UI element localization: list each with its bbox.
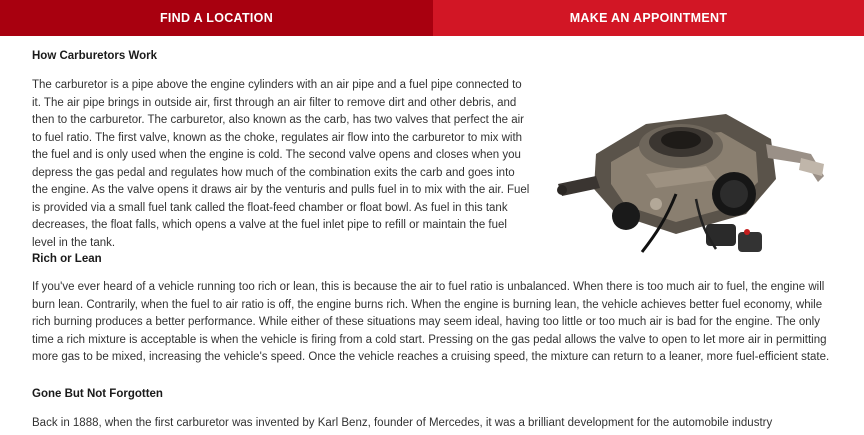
- section-heading-how-carburetors-work: How Carburetors Work: [32, 50, 158, 62]
- section-body-how-carburetors-work: The carburetor is a pipe above the engine cylinders with an air pipe and a fuel pipe connected to it. The air pipe brings in outside air, first through an air filter to remove dirt and other debris, and then to the carburetor. The carburetor, also known as the carb, has two valves that perfect the air to fuel ratio. The first valve, known as the choke, regulates air flow into the carburetor to mix with the fuel and is only used when the engine is cold. The second valve opens and closes when you depress the gas pedal and regulates how much of the combination exits the carb and goes into the engine. As the valve opens it draws air by the venturis and pulls fuel in to mix with the air. Fuel is provided via a small fuel tank called the float-feed chamber or float bowl. As fuel in this tank decreases, the float falls, which opens a valve at the fuel inlet pipe to refill or maintain the fuel level in the tank.: [32, 79, 530, 249]
- find-location-button[interactable]: FIND A LOCATION: [0, 0, 433, 36]
- section-heading-rich-or-lean: Rich or Lean: [32, 253, 102, 265]
- section-heading-gone-but-not-forgotten: Gone But Not Forgotten: [32, 388, 163, 400]
- section-body-rich-or-lean: If you've ever heard of a vehicle running too rich or lean, this is because the air to fuel ratio is unbalanced. When there is too much air to fuel, the engine will burn lean. Contrarily, when the fuel to air ratio is off, the engine burns rich. When the engine is burning lean, the vehicle achieves better fuel economy, while rich burning produces a better performance. While either of these situations may seem ideal, having too little or too much air is bad for the engine. The only time a rich mixture is acceptable is when the vehicle is firing from a cold start. Pressing on the gas pedal allows the valve to open to let more air in permitting more gas to be mixed, increasing the vehicle's speed. Once the vehicle reaches a cruising speed, the mixture can return to a leaner, more fuel-efficient state.: [32, 281, 830, 363]
- top-nav-bar: [0, 0, 864, 36]
- carburetor-image: [556, 84, 828, 256]
- make-appointment-button[interactable]: MAKE AN APPOINTMENT: [433, 0, 864, 36]
- carburetor-photo-icon: [556, 84, 828, 256]
- section-body-gone-but-not-forgotten: Back in 1888, when the first carburetor was invented by Karl Benz, founder of Mercedes, it was a brilliant development for the automobile industry: [32, 417, 773, 429]
